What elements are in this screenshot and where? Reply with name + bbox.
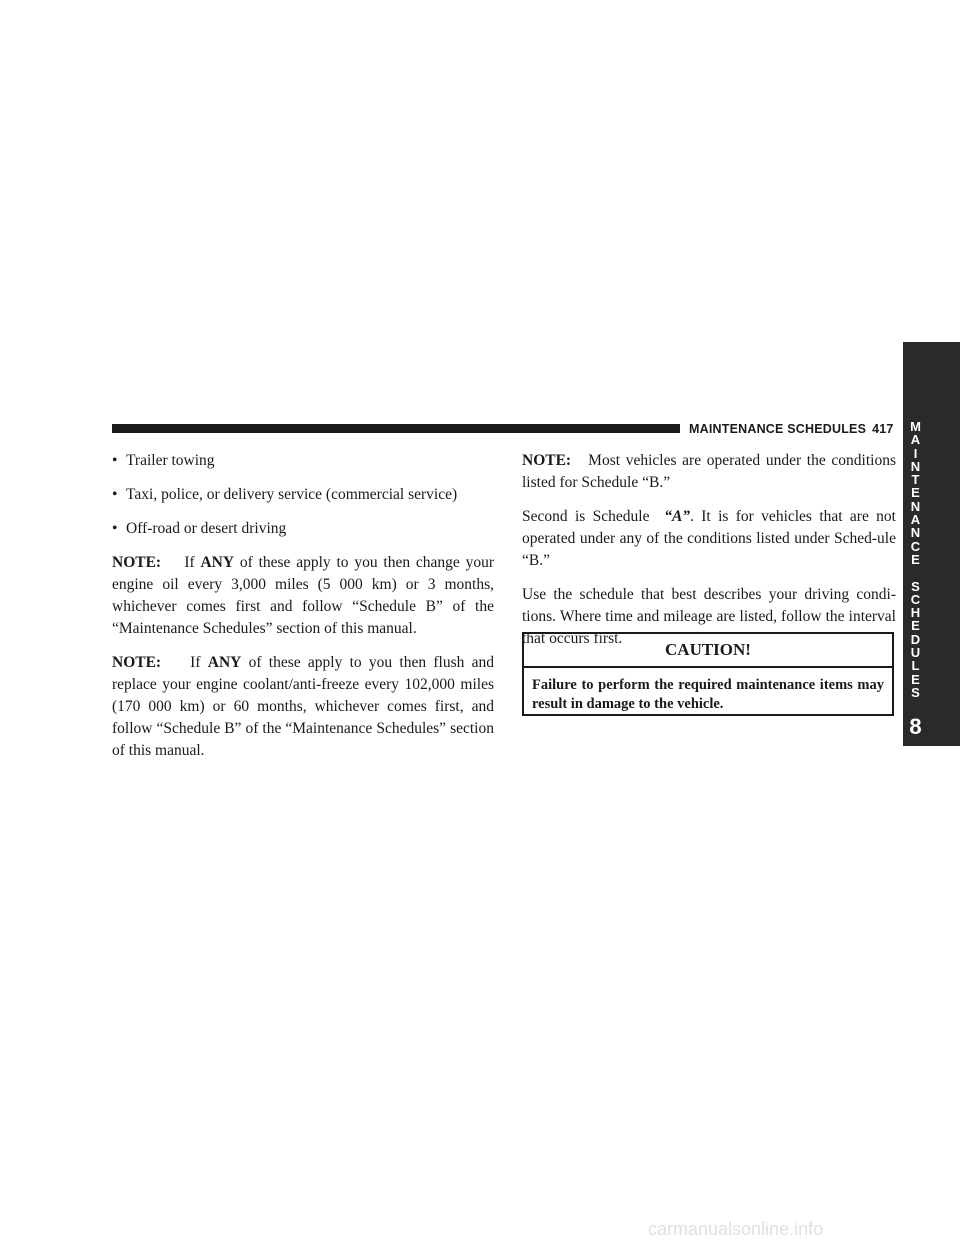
note-emphasis: ANY [200,554,235,571]
section-tab [903,342,960,746]
bullet-icon: • [112,452,118,469]
section-tab-letter: A [910,432,921,448]
bullet-item [112,484,494,506]
note-text: Most vehicles are operated under the conditions listed for Schedule “B.” [522,452,897,491]
section-tab-letter: H [910,605,921,621]
bullet-text: Taxi, police, or delivery service (commercial service) [126,486,458,503]
bullet-text: Off-road or desert driving [126,520,287,537]
schedule-a-emphasis: “A” [664,508,691,525]
left-column [112,450,494,774]
section-number: 8 [909,714,922,739]
note-prefix: If [190,654,201,671]
caution-box [522,632,894,716]
section-tab-letter: L [911,658,920,674]
bullet-item [112,518,494,540]
note-coolant [112,652,494,762]
note-text: of these apply to you then change your engine oil every 3,000 miles (5 000 km) or 3 months, whichever comes first and follow “Schedule B” of the “Maintenance Schedules” section of this manual. [112,554,495,637]
section-tab-letter: A [910,512,921,528]
section-tab-letter: N [910,525,921,541]
section-tab-letter: E [911,671,920,687]
bullet-text: Trailer towing [126,452,215,469]
bullet-icon: • [112,520,118,537]
section-tab-letter: S [911,578,920,594]
section-tab-letter: U [910,645,921,661]
section-tab-letter: I [913,445,918,461]
section-tab-letter: N [910,458,921,474]
paragraph-text: . It is for vehicles that are not operated under any of the conditions listed under Sched-ule “B.” [522,508,896,569]
section-tab-letters [903,420,928,699]
bullet-icon: • [112,486,118,503]
running-header [689,422,894,436]
note-text: of these apply to you then flush and replace your engine coolant/anti-freeze every 102,000 miles (170 000 km) or 60 months, whichever comes first, and follow “Schedule B” of the “Maintenance Schedules” section of this manual. [112,654,495,759]
section-tab-letter: E [911,618,920,634]
section-tab-letter: E [911,485,920,501]
page-number: 417 [872,422,894,436]
schedule-a-paragraph [522,506,896,572]
note-emphasis: ANY [207,654,242,671]
caution-body: Failure to perform the required maintenance items may result in damage to the vehicle. [532,677,884,712]
schedule-usage-paragraph: Use the schedule that best describes your driving condi-tions. Where time and mileage are listed, follow the interval that occurs first. [522,586,896,647]
right-column [522,450,896,662]
note-label: NOTE: [112,654,162,671]
note-schedule-b [522,450,896,494]
note-label: NOTE: [522,452,572,469]
header-title: MAINTENANCE SCHEDULES [689,422,867,436]
header-rule [112,424,680,433]
section-tab-letter [903,566,928,579]
section-tab-letter: T [911,472,920,488]
bullet-item [112,450,494,472]
section-tab-letter: S [911,684,920,700]
section-tab-letter: C [910,538,921,554]
note-label: NOTE: [112,554,162,571]
section-tab-letter: D [910,631,921,647]
section-tab-letter: M [910,419,921,434]
footer-watermark: carmanualsonline.info [648,1219,824,1239]
paragraph-prefix: Second is Schedule [522,508,650,525]
section-tab-letter: E [911,551,920,567]
caution-title: CAUTION! [524,634,892,668]
section-tab-letter: N [910,498,921,514]
note-prefix: If [184,554,195,571]
section-tab-letter: C [910,591,921,607]
note-oil [112,552,494,640]
